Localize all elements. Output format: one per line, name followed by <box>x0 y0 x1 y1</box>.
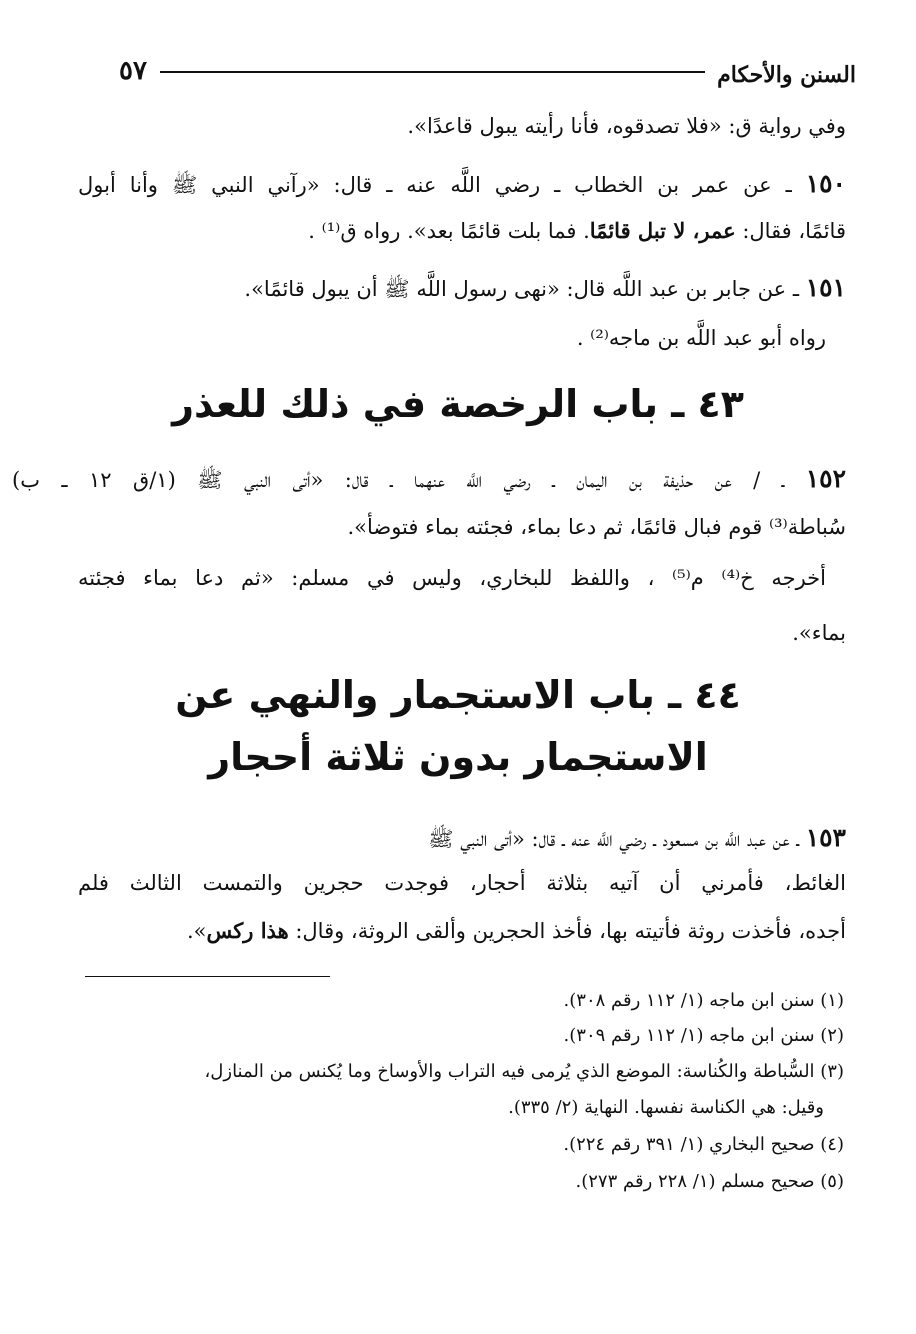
hadith-number: ١٥٠ <box>805 169 846 198</box>
hadith-152-line-2: سُباطة⁽³⁾ قوم فبال قائمًا، ثم دعا بماء، فجئته بماء فتوضأ». <box>347 515 846 539</box>
hadith-text: ـ عن جابر بن عبد اللَّه قال: «نهى رسول اللَّه ﷺ أن يبول قائمًا». <box>244 277 800 301</box>
hadith-150-line-2 <box>78 217 846 245</box>
hadith-153-line-2: الغائط، فأمرني أن آتيه بثلاثة أحجار، فوجدت حجرين والتمست الثالث فلم <box>78 871 846 895</box>
hadith-number: ١٥٣ <box>805 823 846 852</box>
footnote-separator <box>85 976 330 977</box>
hadith-151-line-1 <box>78 272 846 305</box>
hadith-152-line-4: بماء». <box>792 621 846 645</box>
chapter-heading-44-line-1: ٤٤ ـ باب الاستجمار والنهي عن <box>175 673 741 717</box>
footnote-4: (٤) صحيح البخاري (١/ ٣٩١ رقم ٢٢٤). <box>563 1134 844 1155</box>
hadith-text: ـ عن عبد اللَّه بن مسعود ـ رضي اللَّه عنه ـ قال: «أتى النبي ﷺ <box>428 827 800 851</box>
footnote-5: (٥) صحيح مسلم (١/ ٢٢٨ رقم ٢٧٣). <box>575 1171 844 1192</box>
chapter-heading-44-line-2: الاستجمار بدون ثلاثة أحجار <box>208 735 708 779</box>
hadith-151-line-2: رواه أبو عبد اللَّه بن ماجه⁽²⁾ . <box>576 326 826 350</box>
hadith-text: ـ عن عمر بن الخطاب ـ رضي اللَّه عنه ـ قال: «رآني النبي ﷺ وأنا أبول <box>78 173 792 197</box>
hadith-text: ». <box>186 919 207 943</box>
hadith-152-line-1 <box>12 463 846 496</box>
footnote-3: (٣) السُّباطة والكُناسة: الموضع الذي يُرمى فيه التراب والأوساخ وما يُكنس من المنازل، <box>204 1061 844 1082</box>
hadith-text: قائمًا، فقال: <box>735 219 846 243</box>
hadith-text: . فما بلت قائمًا بعد». رواه ق⁽¹⁾ . <box>308 219 590 243</box>
header-rule <box>160 71 705 73</box>
page-number: ٥٧ <box>119 56 147 86</box>
hadith-150-line-1 <box>78 168 846 201</box>
hadith-text: ـ / عن حذيفة بن اليمان ـ رضي اللَّه عنهما ـ قال: «أتى النبي ﷺ (١/ق ١٢ ـ ب) <box>12 468 785 492</box>
hadith-text: أجده، فأخذت روثة فأتيته بها، فأخذ الحجرين وألقى الروثة، وقال: <box>288 919 846 943</box>
hadith-number: ١٥١ <box>805 273 846 302</box>
running-header-title: السنن والأحكام <box>717 62 856 88</box>
chapter-heading-43: ٤٣ ـ باب الرخصة في ذلك للعذر <box>172 382 744 426</box>
footnote-2: (٢) سنن ابن ماجه (١/ ١١٢ رقم ٣٠٩). <box>563 1025 844 1046</box>
hadith-153-line-3 <box>78 917 846 945</box>
hadith-quote-emphasis: هذا ركس <box>206 918 289 943</box>
hadith-number: ١٥٢ <box>805 464 847 493</box>
hadith-152-line-3: أخرجه خ⁽⁴⁾ م⁽⁵⁾ ، واللفظ للبخاري، وليس في مسلم: «ثم دعا بماء فجئته <box>78 566 826 590</box>
footnote-1: (١) سنن ابن ماجه (١/ ١١٢ رقم ٣٠٨). <box>563 990 844 1011</box>
hadith-quote-emphasis: عمر، لا تبل قائمًا <box>589 218 736 243</box>
footnote-3-continued: وقيل: هي الكناسة نفسها. النهاية (٢/ ٣٣٥). <box>508 1097 824 1118</box>
narration-variant-line: وفي رواية ق: «فلا تصدقوه، فأنا رأيته يبول قاعدًا». <box>407 114 846 138</box>
hadith-153-line-1 <box>78 822 846 855</box>
